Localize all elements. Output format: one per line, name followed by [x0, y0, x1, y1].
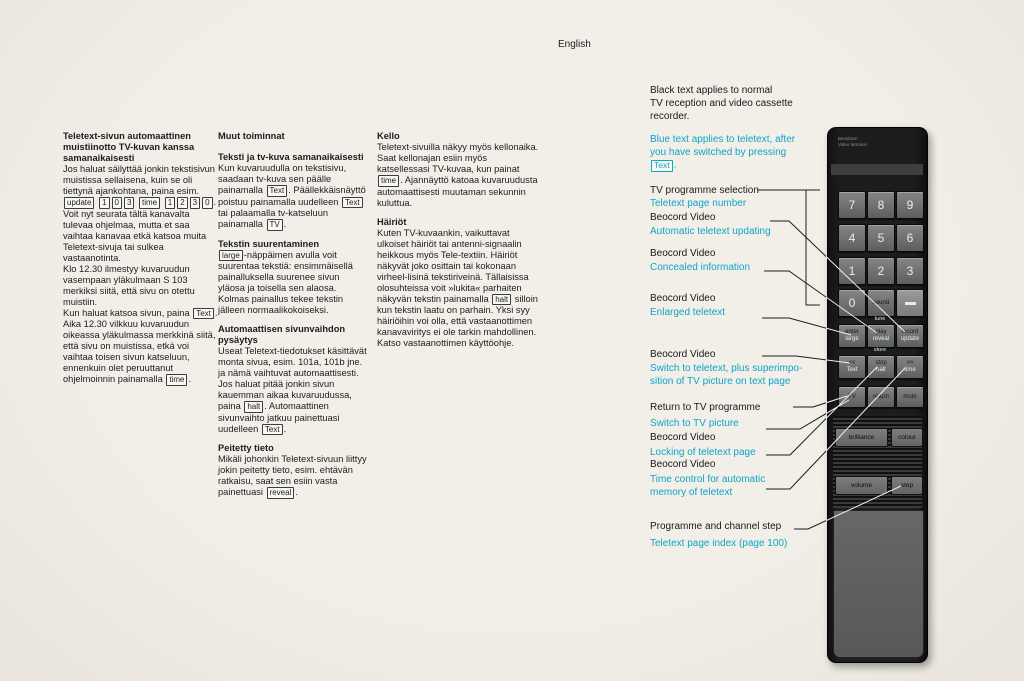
key-top-label: <<: [848, 360, 856, 366]
remote-key-1: 1: [838, 257, 866, 285]
key-ref-tv: TV: [267, 219, 283, 231]
key-bottom-label: time: [904, 367, 916, 373]
remote-battery-cover: [833, 510, 924, 658]
page-language-label: English: [558, 39, 591, 50]
key-ref-update: update: [64, 197, 94, 209]
label-locking-of-teletext-page: Locking of teletext page: [650, 447, 756, 458]
section-heading: Häiriöt: [377, 216, 407, 227]
key-ref-text: Text: [342, 197, 363, 209]
key-ref-text: Text: [651, 160, 673, 172]
label-concealed-information: Concealed information: [650, 262, 751, 273]
manual-paragraph: Mikäli johonkin Teletext-sivuun liittyy jokin peitetty tieto, esim. ehtävän ratkaisu, saat sen esiin vasta painettuasi reveal .: [218, 454, 367, 497]
remote-key-return: return: [867, 386, 895, 408]
key-ref-text: Text: [262, 424, 283, 436]
section-heading: Kello: [377, 131, 400, 141]
key-ref-2: 2: [177, 197, 187, 209]
label-switch-to-tv-picture: Switch to TV picture: [650, 418, 739, 429]
finnish-column-1: [63, 131, 218, 386]
remote-key-7: 7: [838, 191, 866, 219]
key-ref-time: time: [139, 197, 160, 209]
key-ref-text: Text: [193, 308, 214, 320]
remote-label-tune: tune: [874, 316, 886, 322]
remote-key-9: 9: [896, 191, 924, 219]
label-beocord-video-6: Beocord Video: [650, 459, 716, 470]
section-heading: Tekstin suurentaminen: [218, 238, 320, 249]
section-heading: Teletext-sivun automaattinen muistiinotto TV-kuvan kanssa samanaikaisesti: [63, 131, 195, 163]
key-ref-text: Text: [267, 185, 288, 197]
section-heading: Automaattisen sivunvaihdon pysäytys: [218, 324, 346, 345]
manual-paragraph: Kun kuvaruudulla on tekstisivu, saadaan tv-kuva sen päälle painamalla Text . Päällekkäisnäyttö poistuu painamalla uudelleen Text tai palaamalla tv-katseluun painamalla TV .: [218, 163, 366, 229]
remote-key-mute: mute: [896, 386, 924, 408]
key-ref-3: 3: [124, 197, 134, 209]
label-automatic-teletext-updating: Automatic teletext updating: [650, 226, 771, 237]
remote-slider-brilliance: brilliance: [835, 428, 888, 447]
key-top-label: stop: [875, 360, 887, 366]
manual-paragraph: Klo 12.30 ilmestyy kuvaruudun vasempaan yläkulmaan S 103 merkiksi siitä, että sivu on otettu muistiin.: [63, 263, 195, 307]
key-ref-1: 1: [165, 197, 175, 209]
manual-paragraph: Kuten TV-kuvaankin, vaikuttavat ulkoiset häiriöt tai antenni-signaalin heikkous myös Tele-textiin. Häiriöt näkyvät joko osittain tai kokonaan virheel-lisinä tekstiriveinä. Tällaisissa olosuhteissa voit »lukita« parhaiten näkyvän tekstin painamalla halt silloin kun tekstin laatu on parhain. Yksi syy häiriöihin voi olla, että vastaanottimen kanavaviritys ei ole tarkin mahdollinen. Katso vastaanottimen käyttöohje.: [377, 227, 538, 348]
remote-slider-volume: volume: [835, 476, 888, 495]
key-bottom-label: halt: [876, 367, 886, 373]
key-ref-0: 0: [202, 197, 212, 209]
remote-key-tv: TV: [838, 386, 866, 408]
key-ref-time: time: [166, 374, 187, 386]
section-heading: Peitetty tieto: [218, 443, 274, 453]
label-beocord-video-1: Beocord Video: [650, 212, 716, 223]
label-return-to-tv-programme: Return to TV programme: [650, 402, 761, 413]
section-heading: Teksti ja tv-kuva samanaikaisesti: [218, 152, 364, 162]
key-ref-3: 3: [190, 197, 200, 209]
key-ref-large: large: [219, 250, 243, 262]
key-bottom-label: large: [845, 336, 859, 342]
label-time-control: Time control for automatic memory of teletext: [650, 474, 766, 498]
legend-blue-text: Blue text applies to teletext, after you have switched by pressing Text .: [650, 134, 796, 171]
remote-label-store: store: [873, 347, 887, 353]
label-enlarged-teletext: Enlarged teletext: [650, 307, 726, 318]
manual-paragraph: Useat Teletext-tiedotukset käsittävät monta sivua, esim. 101a, 101b jne. ja nämä vaihtuvat automaattisesti. Jos haluat pitää jonkin sivun kauemman aikaa kuvaruudussa, paina halt . Automaattinen sivunvaihto jatkuu painettuasi uudelleen Text .: [218, 346, 367, 434]
key-bottom-label: Text: [846, 367, 858, 373]
key-ref-reveal: reveal: [267, 487, 295, 499]
legend-black-text: Black text applies to normal TV reception and video cassette recorder.: [650, 85, 793, 122]
key-top-label: >>: [906, 360, 914, 366]
remote-key-8: 8: [867, 191, 895, 219]
label-beocord-video-2: Beocord Video: [650, 248, 716, 259]
remote-key-record-update: [896, 324, 924, 348]
remote-key-time: [896, 355, 924, 379]
remote-key-sound: sound: [867, 289, 895, 317]
remote-key-4: 4: [838, 224, 866, 252]
remote-key-text: [838, 355, 866, 379]
remote-brand-label: Beovision Video terminal: [838, 136, 867, 147]
label-programme-and-channel-step: Programme and channel step: [650, 521, 782, 532]
remote-key-enter-large: [838, 324, 866, 348]
key-top-label: record: [901, 329, 919, 335]
label-teletext-page-index: Teletext page index (page 100): [650, 538, 788, 549]
remote-key-play-reveal: [867, 324, 895, 348]
key-ref-time: time: [378, 175, 399, 187]
manual-paragraph: Jos haluat säilyttää jonkin tekstisivun muistissa sellaisena, kuin se oli tiettynä ajankohtana, paina esim. update 1 0 3 time 1 2 3 0 . Voit nyt seurata tältä kanavalta tulevaa ohjelmaa, mutta et saa vaihtaa kanavaa etkä katsoa muita Teletext-sivuja tai sulkea vastaanotinta.: [63, 164, 217, 263]
remote-key-6: 6: [896, 224, 924, 252]
remote-key-halt: [867, 355, 895, 379]
remote-slider-colour: colour: [891, 428, 923, 447]
label-tv-programme-selection: TV programme selection: [650, 185, 759, 196]
dash-glyph: [905, 302, 916, 305]
key-bottom-label: reveal: [872, 336, 890, 342]
label-beocord-video-4: Beocord Video: [650, 349, 716, 360]
remote-key-0: 0: [838, 289, 866, 317]
label-beocord-video-5: Beocord Video: [650, 432, 716, 443]
remote-key-dash: [896, 289, 924, 317]
label-beocord-video-3: Beocord Video: [650, 293, 716, 304]
remote-key-2: 2: [867, 257, 895, 285]
manual-paragraph: large -näppäimen avulla voit suurentaa tekstiä: ensimmäisellä painalluksella suurenee sivun yläosa ja toisella sen alaosa. Kolmas painallus tekee tekstin jälleen normaalikokoiseksi.: [218, 249, 353, 315]
remote-top-band: [831, 164, 923, 175]
finnish-column-3: [377, 131, 540, 349]
finnish-column-2: [218, 131, 368, 499]
label-teletext-page-number: Teletext page number: [650, 198, 747, 209]
remote-slider-step: step: [891, 476, 923, 495]
key-top-label: play: [875, 329, 887, 335]
remote-control-illustration: [827, 127, 928, 663]
key-bottom-label: update: [900, 336, 920, 342]
key-top-label: enter: [845, 329, 859, 335]
key-ref-0: 0: [112, 197, 122, 209]
remote-key-3: 3: [896, 257, 924, 285]
key-ref-halt: halt: [244, 401, 263, 413]
section-heading: Muut toiminnat: [218, 131, 285, 141]
key-ref-halt: halt: [492, 294, 511, 306]
manual-paragraph: Aika 12.30 vilkkuu kuvaruudun oikeassa yläkulmassa merkkinä siitä, että sivu on muistissa, etkä voi vaihtaa toisen sivun katseluun, ennenkuin olet peruuttanut ohjelmoinnin painamalla time .: [63, 319, 216, 384]
remote-key-5: 5: [867, 224, 895, 252]
manual-paragraph: Kun haluat katsoa sivun, paina Text .: [63, 307, 218, 318]
manual-paragraph: Teletext-sivuilla näkyy myös kellonaika. Saat kellonajan esiin myös katsellessasi TV-kuvaa, kun painat time . Ajannäyttö katoaa kuvaruudusta automaattisesti muutaman sekunnin kuluttua.: [377, 142, 539, 208]
key-ref-1: 1: [99, 197, 109, 209]
label-switch-to-teletext: Switch to teletext, plus superimpo- sition of TV picture on text page: [650, 363, 803, 387]
